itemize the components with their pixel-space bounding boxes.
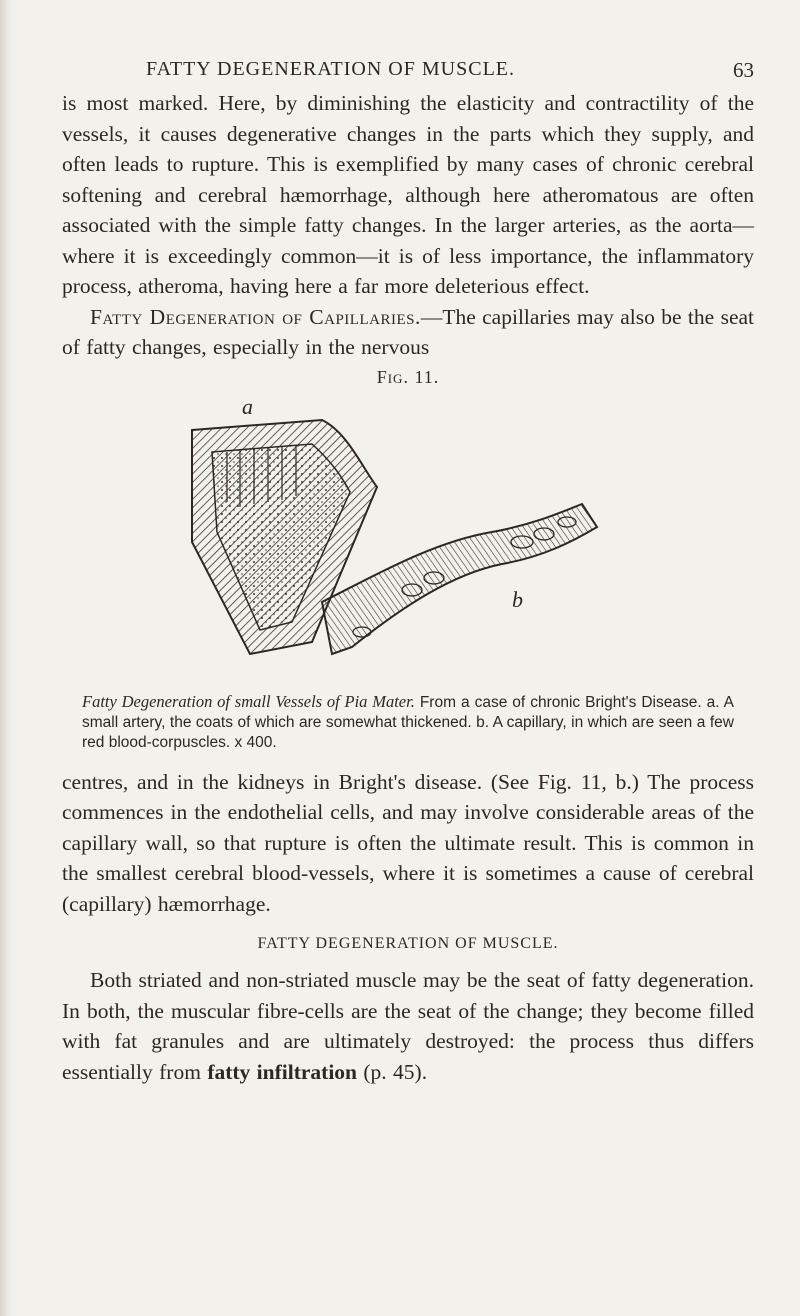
muscle-bold-term: fatty infiltration (207, 1059, 357, 1084)
caption-text: From a case of chronic Bright's Disease. a. A small artery, the coats of which are somewhat thickened. b. A capillary, in which are seen a few red blood-corpuscles. x 400. (82, 693, 734, 751)
figure-letter-b: b (512, 586, 523, 612)
paragraph-capillaries (62, 302, 754, 363)
book-gutter-shadow (0, 0, 14, 1316)
paragraph-arteries: is most marked. Here, by diminishing the elasticity and contractility of the vessels, it causes degenerative changes in the parts which they supply, and often leads to rupture. This is exemplified by many cases of chronic cerebral softening and cerebral hæmorrhage, although here atheromatous are often associated with the simple fatty changes. In the larger arteries, as the aorta—where it is exceedingly common—it is of less importance, the inflammatory process, atheroma, having here a far more deleterious effect. (62, 91, 754, 298)
page-number: 63 (733, 58, 754, 82)
book-page (62, 52, 754, 1087)
paragraph-centres: centres, and in the kidneys in Bright's disease. (See Fig. 11, b.) The process commences in the endothelial cells, and may involve considerable areas of the capillary wall, so that rupture is often the ultimate result. This is common in the smallest cerebral blood-vessels, where it is sometimes a cause of cerebral (capillary) hæmorrhage. (62, 769, 754, 916)
figure-letter-a: a (242, 393, 253, 419)
figure-caption (82, 692, 734, 753)
caption-title: Fatty Degeneration of small Vessels of Pia Mater. (82, 691, 415, 711)
running-title: FATTY DEGENERATION OF MUSCLE. (146, 58, 515, 80)
capillaries-heading: Fatty Degeneration of Capillaries. (90, 304, 421, 329)
muscle-text: Both striated and non-striated muscle may be the seat of fatty degeneration. In both, the muscular fibre-cells are the seat of the change; they become filled with fat granules and are ultimately destroyed: the process thus differs essentially from (62, 968, 754, 1084)
figure-label: Fig. 11. (376, 366, 440, 387)
capillaries-text: —The capillaries may also be the seat of fatty changes, especially in the nervous (62, 304, 754, 359)
muscle-text-end: (p. 45). (357, 1059, 428, 1084)
vessel-engraving (172, 392, 632, 682)
section-heading: FATTY DEGENERATION OF MUSCLE. (257, 935, 559, 952)
paragraph-muscle (62, 965, 754, 1087)
running-head (62, 52, 754, 88)
figure-illustration (62, 392, 754, 682)
